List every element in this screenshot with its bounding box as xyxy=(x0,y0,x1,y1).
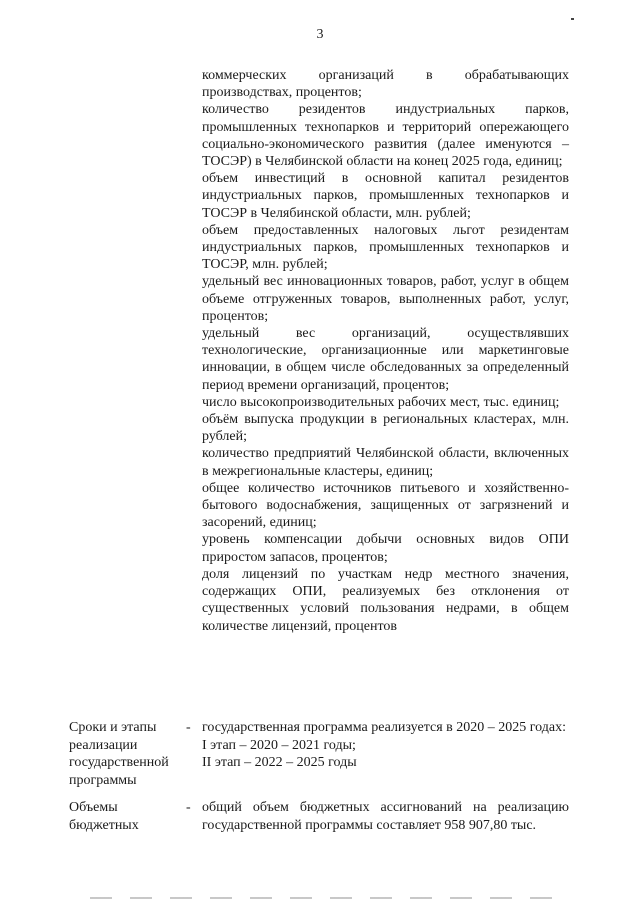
section-label: Объемы бюджетных xyxy=(69,800,139,833)
indicator-item: общее количество источников питьевого и хозяйственно-бытового водоснабжения, защищенных от загрязнений и засорений, единиц; xyxy=(202,480,569,531)
section-content xyxy=(202,719,569,772)
page-number: 3 xyxy=(316,27,324,42)
indicator-item: удельный вес организаций, осуществлявших технологические, организационные или маркетинговые инновации, в общем числе обследованных за определенный период времени организаций, процентов; xyxy=(202,326,569,393)
scan-speck xyxy=(571,18,574,20)
indicator-item: доля лицензий по участкам недр местного значения, содержащих ОПИ, реализуемых без отклонения от существенных условий пользования недрами, в общем количестве лицензий, процентов xyxy=(202,566,569,634)
section-dash: - xyxy=(186,720,191,735)
indicator-item: объём выпуска продукции в региональных кластерах, млн. рублей; xyxy=(202,412,569,445)
indicator-item: объем инвестиций в основной капитал резидентов индустриальных парков, промышленных технопарков и ТОСЭР в Челябинской области, млн. рублей; xyxy=(202,171,569,221)
indicator-item: количество предприятий Челябинской области, включенных в межрегиональные кластеры, единиц; xyxy=(202,446,569,479)
indicator-item: число высокопроизводительных рабочих мест, тыс. единиц; xyxy=(202,394,560,410)
indicator-item: уровень компенсации добычи основных видов ОПИ приростом запасов, процентов; xyxy=(202,532,569,565)
indicator-item: коммерческих организаций в обрабатывающих производствах, процентов; xyxy=(202,68,569,101)
indicator-item: количество резидентов индустриальных парков, промышленных технопарков и территорий опережающего социально-экономического развития (далее именуются – ТОСЭР) в Челябинской области на конец 2025 года, единиц; xyxy=(202,102,569,170)
indicator-item: удельный вес инновационных товаров, работ, услуг в общем объеме отгруженных товаров, выполненных работ, услуг, процентов; xyxy=(202,274,569,324)
section-dash: - xyxy=(186,800,191,815)
section-line: государственная программа реализуется в 2020 – 2025 годах: xyxy=(202,720,566,735)
scan-bottom-edge xyxy=(90,897,560,899)
indicators-list xyxy=(202,67,569,635)
section-content xyxy=(202,799,569,834)
indicator-item: объем предоставленных налоговых льгот резидентам индустриальных парков, промышленных технопарков и ТОСЭР, млн. рублей; xyxy=(202,222,569,273)
section-line: I этап – 2020 – 2021 годы; xyxy=(202,737,356,753)
section-line: II этап – 2022 – 2025 годы xyxy=(202,755,357,770)
section-label: Сроки и этапы реализации государственной программы xyxy=(69,720,169,788)
section-line: общий объем бюджетных ассигнований на реализацию государственной программы составляет 958 907,80 тыс. xyxy=(202,800,569,833)
